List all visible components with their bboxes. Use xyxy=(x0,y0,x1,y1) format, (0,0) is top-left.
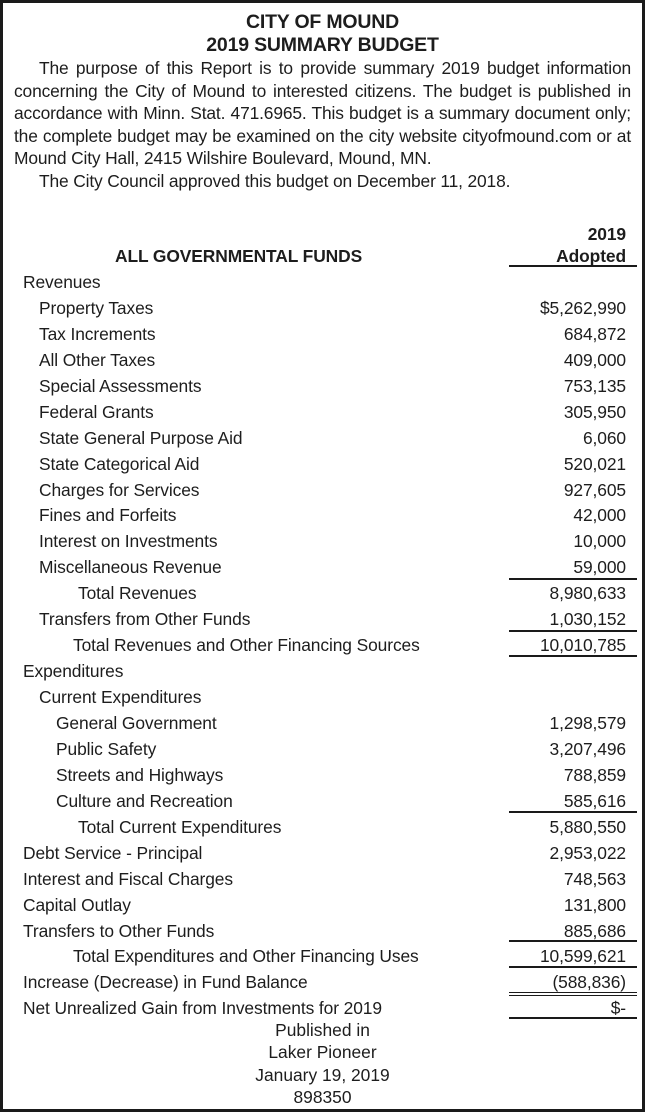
row-value: 409,000 xyxy=(563,350,626,370)
row-label: Transfers from Other Funds xyxy=(39,609,251,629)
row-label: Fines and Forfeits xyxy=(39,505,177,525)
total-rule xyxy=(509,966,637,968)
row-value: 885,686 xyxy=(563,921,626,941)
table-row xyxy=(3,866,642,892)
row-value: (588,836) xyxy=(552,972,626,992)
current-expenditures-heading: Current Expenditures xyxy=(39,687,202,707)
row-label: Total Revenues xyxy=(78,583,197,603)
row-label: Interest and Fiscal Charges xyxy=(23,869,233,889)
total-current-expenditures-row xyxy=(3,814,642,840)
table-row xyxy=(3,710,642,736)
row-value: 520,021 xyxy=(563,454,626,474)
row-value: 10,599,621 xyxy=(539,946,626,966)
total-revenues-row xyxy=(3,580,642,606)
row-label: Total Revenues and Other Financing Sources xyxy=(73,635,420,655)
transfers-in-row xyxy=(3,606,642,632)
table-row xyxy=(3,295,642,321)
table-row xyxy=(3,477,642,503)
table-row xyxy=(3,502,642,528)
row-label: Property Taxes xyxy=(39,298,154,318)
row-label: Transfers to Other Funds xyxy=(23,921,215,941)
row-label: Streets and Highways xyxy=(56,765,224,785)
table-row xyxy=(3,451,642,477)
row-label: Capital Outlay xyxy=(23,895,131,915)
row-label: Public Safety xyxy=(56,739,157,759)
row-value: 5,880,550 xyxy=(549,817,626,837)
row-value: 585,616 xyxy=(563,791,626,811)
expenditures-heading-row xyxy=(3,658,642,684)
table-row xyxy=(3,892,642,918)
published-in-label: Published in xyxy=(275,1020,370,1040)
row-value: 753,135 xyxy=(563,376,626,396)
table-row xyxy=(3,554,642,580)
table-row xyxy=(3,762,642,788)
revenues-heading: Revenues xyxy=(23,272,101,292)
row-label: General Government xyxy=(56,713,217,733)
row-value: $- xyxy=(610,998,626,1018)
row-value: 3,207,496 xyxy=(549,739,626,759)
notice-subtitle: 2019 SUMMARY BUDGET xyxy=(206,34,439,56)
row-value: 927,605 xyxy=(563,480,626,500)
total-rule xyxy=(509,655,637,657)
section-title: ALL GOVERNMENTAL FUNDS xyxy=(115,246,363,266)
row-value: 305,950 xyxy=(563,402,626,422)
publication-date: January 19, 2019 xyxy=(255,1065,390,1085)
column-header-year: 2019 xyxy=(587,224,626,244)
row-label: Miscellaneous Revenue xyxy=(39,557,222,577)
row-value: $5,262,990 xyxy=(539,298,626,318)
intro-text xyxy=(14,57,631,193)
row-label: Net Unrealized Gain from Investments for 2019 xyxy=(23,998,382,1018)
table-row xyxy=(3,425,642,451)
row-label: All Other Taxes xyxy=(39,350,156,370)
header-underline xyxy=(509,265,637,267)
row-label: Special Assessments xyxy=(39,376,202,396)
table-row xyxy=(3,399,642,425)
expenditures-heading: Expenditures xyxy=(23,661,124,681)
row-value: 788,859 xyxy=(563,765,626,785)
intro-paragraph-purpose: The purpose of this Report is to provide summary 2019 budget information concerning the City of Mound to interested citizens. The budget is published in accordance with Minn. Stat. 471.6965. This budget is a summary document only; the complete budget may be examined on the city website cityofmound.com or at Mound City Hall, 2415 Wilshire Boulevard, Mound, MN. xyxy=(14,58,631,169)
row-label: Total Current Expenditures xyxy=(78,817,282,837)
subtotal-rule xyxy=(509,811,637,813)
table-row xyxy=(3,347,642,373)
revenues-heading-row xyxy=(3,269,642,295)
row-value: 42,000 xyxy=(573,505,626,525)
publication-name: Laker Pioneer xyxy=(268,1042,377,1062)
row-value: 6,060 xyxy=(582,428,626,448)
row-value: 10,010,785 xyxy=(539,635,626,655)
notice-title: CITY OF MOUND xyxy=(245,11,400,33)
row-label: Total Expenditures and Other Financing Uses xyxy=(73,946,419,966)
row-label: Federal Grants xyxy=(39,402,154,422)
table-row xyxy=(3,528,642,554)
row-label: Debt Service - Principal xyxy=(23,843,203,863)
row-value: 748,563 xyxy=(563,869,626,889)
row-label: State Categorical Aid xyxy=(39,454,200,474)
row-value: 10,000 xyxy=(573,531,626,551)
row-value: 131,800 xyxy=(563,895,626,915)
row-value: 1,298,579 xyxy=(549,713,626,733)
notice-id: 898350 xyxy=(293,1087,352,1107)
subtotal-rule xyxy=(509,940,637,942)
row-value: 59,000 xyxy=(573,557,626,577)
table-row xyxy=(3,321,642,347)
row-value: 1,030,152 xyxy=(549,609,626,629)
row-label: Tax Increments xyxy=(39,324,156,344)
column-header-adopted: Adopted xyxy=(556,246,626,266)
row-value: 8,980,633 xyxy=(549,583,626,603)
intro-paragraph-approval: The City Council approved this budget on December 11, 2018. xyxy=(39,170,511,191)
row-value: 684,872 xyxy=(563,324,626,344)
row-label: Charges for Services xyxy=(39,480,200,500)
table-row xyxy=(3,736,642,762)
row-label: State General Purpose Aid xyxy=(39,428,243,448)
row-label: Interest on Investments xyxy=(39,531,218,551)
row-value: 2,953,022 xyxy=(549,843,626,863)
table-row xyxy=(3,840,642,866)
table-row xyxy=(3,373,642,399)
row-label: Culture and Recreation xyxy=(56,791,233,811)
current-expenditures-heading-row xyxy=(3,684,642,710)
row-label: Increase (Decrease) in Fund Balance xyxy=(23,972,308,992)
